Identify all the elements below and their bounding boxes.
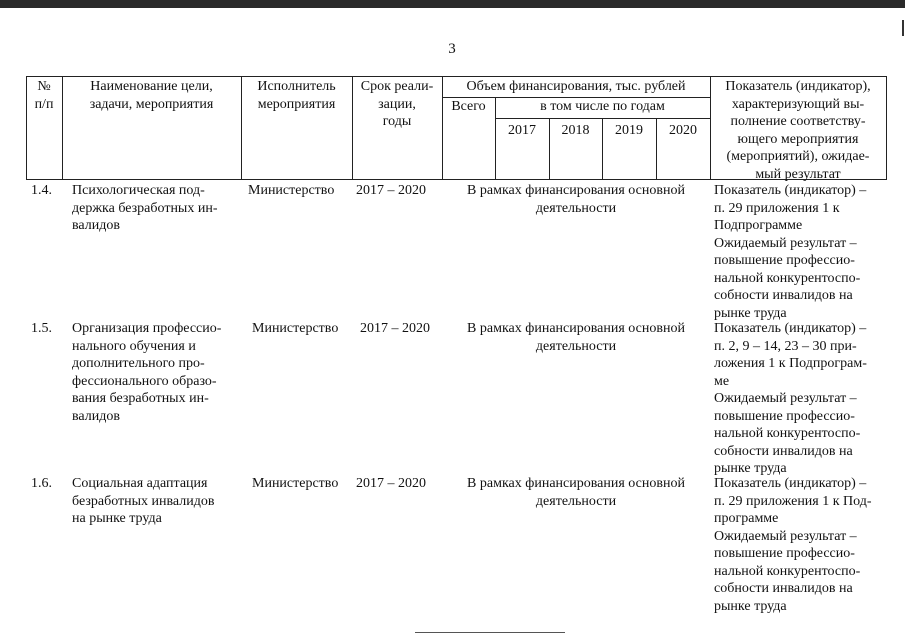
header-year: 2020 bbox=[669, 123, 697, 138]
row-term: 2017 – 2020 bbox=[356, 476, 426, 491]
header-executor: Исполнитель мероприятия bbox=[257, 79, 336, 112]
header-fin-by-years: в том числе по годам bbox=[540, 99, 665, 114]
header-fin-total: Всего bbox=[451, 99, 486, 114]
row-executor: Министерство bbox=[248, 183, 335, 198]
row-executor: Министерство bbox=[252, 321, 339, 336]
row-term: 2017 – 2020 bbox=[356, 183, 426, 198]
header-indicator: Показатель (индикатор), характеризующий вы- полнение соответству- ющего мероприятия (мероприятий), ожидае- мый результат bbox=[725, 79, 871, 182]
row-indicator: Показатель (индикатор) – п. 2, 9 – 14, 23 – 30 при- ложения 1 к Подпрограм- ме Ожидаемый результат – повышение профессио- нальной конкурентоспо- собности инвалидов на рынке труда bbox=[714, 321, 867, 476]
row-indicator: Показатель (индикатор) – п. 29 приложения 1 к Под- программе Ожидаемый результат – повышение профессио- нальной конкурентоспо- собности инвалидов на рынке труда bbox=[714, 476, 872, 614]
scan-edge-mark bbox=[902, 20, 904, 36]
header-term: Срок реали- зации, годы bbox=[360, 79, 434, 129]
page-top-border bbox=[0, 0, 905, 8]
row-name: Организация профессио- нального обучения и дополнительного про- фессионального образо- вания безработных ин- валидов bbox=[72, 321, 222, 424]
header-num: № п/п bbox=[34, 79, 54, 112]
scan-bottom-line bbox=[415, 632, 565, 633]
row-term: 2017 – 2020 bbox=[360, 321, 430, 336]
header-name: Наименование цели, задачи, мероприятия bbox=[89, 79, 214, 112]
header-top-rule bbox=[26, 76, 886, 77]
row-number: 1.6. bbox=[31, 476, 52, 491]
row-executor: Министерство bbox=[252, 476, 339, 491]
row-number: 1.5. bbox=[31, 321, 52, 336]
header-fin-title: Объем финансирования, тыс. рублей bbox=[466, 79, 686, 94]
header-year: 2017 bbox=[508, 123, 536, 138]
row-number: 1.4. bbox=[31, 183, 52, 198]
row-funding: В рамках финансирования основной деятельности bbox=[467, 183, 685, 216]
row-funding: В рамках финансирования основной деятельности bbox=[467, 321, 685, 354]
page-number: 3 bbox=[448, 41, 456, 57]
row-name: Социальная адаптация безработных инвалидов на рынке труда bbox=[72, 476, 215, 526]
header-year: 2018 bbox=[561, 123, 590, 138]
row-funding: В рамках финансирования основной деятельности bbox=[467, 476, 685, 509]
header-year: 2019 bbox=[615, 123, 643, 138]
row-indicator: Показатель (индикатор) – п. 29 приложения 1 к Подпрограмме Ожидаемый результат – повышение профессио- нальной конкурентоспо- собности инвалидов на рынке труда bbox=[714, 183, 867, 321]
row-name: Психологическая под- держка безработных ин- валидов bbox=[72, 183, 218, 233]
col-border-right bbox=[886, 76, 887, 180]
